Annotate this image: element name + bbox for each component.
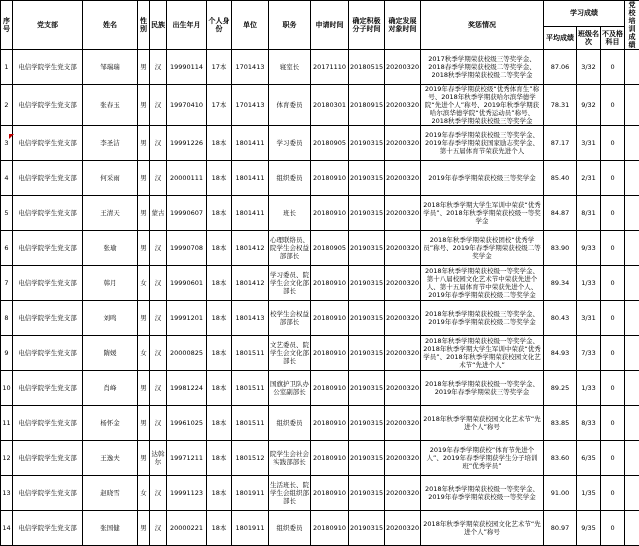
row-train — [625, 476, 639, 511]
row-apply-time: 20180910 — [311, 371, 349, 406]
row-confirm-dev: 20200320 — [385, 406, 421, 441]
header-post: 职务 — [269, 1, 311, 50]
row-unit: 1801412 — [232, 266, 269, 301]
row-rank: 1/33 — [577, 266, 601, 301]
row-post: 组织委员 — [269, 511, 311, 546]
row-apply-time: 20180301 — [311, 85, 349, 126]
row-confirm-dev: 20200320 — [385, 371, 421, 406]
row-identity: 18本 — [207, 406, 232, 441]
row-avg: 85.40 — [544, 161, 577, 196]
row-nation: 汉 — [150, 511, 167, 546]
row-birth: 19991226 — [167, 126, 207, 161]
table-row — [1, 50, 639, 85]
row-sex: 男 — [138, 231, 150, 266]
row-identity: 18本 — [207, 441, 232, 476]
row-train — [625, 266, 639, 301]
row-name: 隋媛 — [83, 336, 138, 371]
row-fail: 0 — [601, 406, 625, 441]
row-name: 邹瑞瑞 — [83, 50, 138, 85]
header-train: 党校培训成绩 — [625, 1, 639, 50]
row-apply-time: 20180910 — [311, 266, 349, 301]
table-row — [1, 406, 639, 441]
row-identity: 17本 — [207, 85, 232, 126]
row-apply-time: 20180910 — [311, 161, 349, 196]
row-confirm-activist: 20190315 — [349, 511, 385, 546]
row-birth: 19990607 — [167, 196, 207, 231]
table-row — [1, 161, 639, 196]
row-birth: 19970410 — [167, 85, 207, 126]
row-identity: 18本 — [207, 476, 232, 511]
row-post: 学习委员、院学生会文化部部长 — [269, 266, 311, 301]
row-dept: 电信学院学生党支部 — [13, 336, 83, 371]
row-train — [625, 511, 639, 546]
header-award: 奖惩情况 — [421, 1, 544, 50]
row-nation: 汉 — [150, 231, 167, 266]
row-no: 14 — [1, 511, 13, 546]
row-birth: 20000111 — [167, 161, 207, 196]
row-fail: 0 — [601, 231, 625, 266]
table-row — [1, 371, 639, 406]
row-avg: 80.97 — [544, 511, 577, 546]
row-sex: 男 — [138, 511, 150, 546]
header-confirm-activist: 确定积极分子时间 — [349, 1, 385, 50]
row-train — [625, 85, 639, 126]
row-confirm-dev: 20200320 — [385, 161, 421, 196]
row-award: 2017秋季学期荣获校级三等奖学金、2018春季学期荣获校级二等奖学金、2018秋季学期荣获校级二等奖学金 — [421, 50, 544, 85]
row-unit: 1801511 — [232, 336, 269, 371]
row-sex: 男 — [138, 301, 150, 336]
row-confirm-activist: 20190315 — [349, 126, 385, 161]
row-post: 校学生会权益部部长 — [269, 301, 311, 336]
row-confirm-activist: 20190315 — [349, 161, 385, 196]
row-fail: 0 — [601, 85, 625, 126]
row-unit: 1801411 — [232, 196, 269, 231]
row-avg: 84.87 — [544, 196, 577, 231]
row-unit: 1801511 — [232, 371, 269, 406]
row-avg: 89.34 — [544, 266, 577, 301]
row-confirm-activist: 20190315 — [349, 301, 385, 336]
header-birth: 出生年月 — [167, 1, 207, 50]
row-birth: 19991201 — [167, 301, 207, 336]
row-name: 张瑜 — [83, 231, 138, 266]
row-avg: 91.00 — [544, 476, 577, 511]
table-row — [1, 266, 639, 301]
row-no: 4 — [1, 161, 13, 196]
row-train — [625, 231, 639, 266]
row-dept: 电信学院学生党支部 — [13, 50, 83, 85]
row-confirm-activist: 20190315 — [349, 476, 385, 511]
row-apply-time: 20180905 — [311, 126, 349, 161]
row-birth: 19971211 — [167, 441, 207, 476]
row-nation: 汉 — [150, 406, 167, 441]
header-identity: 个人身份 — [207, 1, 232, 50]
row-no: 5 — [1, 196, 13, 231]
row-avg: 80.43 — [544, 301, 577, 336]
row-name: 赵晓雪 — [83, 476, 138, 511]
row-confirm-dev: 20200320 — [385, 50, 421, 85]
row-no: 9 — [1, 336, 13, 371]
row-post: 学习委员 — [269, 126, 311, 161]
row-identity: 18本 — [207, 266, 232, 301]
row-confirm-dev: 20200320 — [385, 85, 421, 126]
row-fail: 0 — [601, 476, 625, 511]
row-sex: 男 — [138, 441, 150, 476]
row-birth: 19990114 — [167, 50, 207, 85]
row-unit: 1801411 — [232, 126, 269, 161]
row-rank: 7/33 — [577, 336, 601, 371]
row-identity: 18本 — [207, 196, 232, 231]
row-fail: 0 — [601, 196, 625, 231]
row-avg: 87.17 — [544, 126, 577, 161]
row-award: 2019年春季学期获校级“优秀体育生”称号、2018年秋季学期获哈尔滨华德学院“先进个人”称号、2019年秋季学期获哈尔滨华德学院“优秀运动员”称号、2018秋季学期荣获校级三等奖学金 — [421, 85, 544, 126]
row-confirm-activist: 20190315 — [349, 266, 385, 301]
row-apply-time: 20180910 — [311, 196, 349, 231]
row-birth: 19990708 — [167, 231, 207, 266]
row-dept: 电信学院学生党支部 — [13, 266, 83, 301]
row-confirm-dev: 20200320 — [385, 231, 421, 266]
row-rank: 9/35 — [577, 511, 601, 546]
row-nation: 蒙古 — [150, 196, 167, 231]
row-rank: 6/35 — [577, 441, 601, 476]
row-confirm-activist: 20190315 — [349, 406, 385, 441]
row-dept: 电信学院学生党支部 — [13, 511, 83, 546]
row-confirm-dev: 20200320 — [385, 301, 421, 336]
row-sex: 男 — [138, 371, 150, 406]
row-rank: 9/33 — [577, 231, 601, 266]
row-unit: 1801511 — [232, 406, 269, 441]
row-post: 生活班长、院学生会组织部部长 — [269, 476, 311, 511]
row-no: 10 — [1, 371, 13, 406]
table-row — [1, 441, 639, 476]
row-unit: 1801911 — [232, 476, 269, 511]
row-confirm-activist: 20190315 — [349, 196, 385, 231]
row-sex: 男 — [138, 50, 150, 85]
row-fail: 0 — [601, 371, 625, 406]
row-train — [625, 126, 639, 161]
header-name: 姓名 — [83, 1, 138, 50]
row-name: 张国健 — [83, 511, 138, 546]
row-name: 王逸夫 — [83, 441, 138, 476]
header-rank: 班级名次 — [577, 26, 601, 49]
row-avg: 83.60 — [544, 441, 577, 476]
row-dept: 电信学院学生党支部 — [13, 301, 83, 336]
header-sex: 性别 — [138, 1, 150, 50]
row-fail: 0 — [601, 266, 625, 301]
row-birth: 19961025 — [167, 406, 207, 441]
row-rank: 2/31 — [577, 161, 601, 196]
row-no: 2 — [1, 85, 13, 126]
row-unit: 1801413 — [232, 301, 269, 336]
row-rank: 3/31 — [577, 126, 601, 161]
table-row — [1, 336, 639, 371]
row-sex: 女 — [138, 476, 150, 511]
row-identity: 18本 — [207, 231, 232, 266]
row-name: 刘鸣 — [83, 301, 138, 336]
row-apply-time: 20180910 — [311, 406, 349, 441]
header-fail: 不及格科目 — [601, 26, 625, 49]
row-post: 院学生会社会实践部部长 — [269, 441, 311, 476]
row-rank: 1/35 — [577, 476, 601, 511]
row-fail: 0 — [601, 161, 625, 196]
row-train — [625, 50, 639, 85]
row-nation: 汉 — [150, 50, 167, 85]
row-apply-time: 20180910 — [311, 336, 349, 371]
row-sex: 男 — [138, 85, 150, 126]
row-rank: 9/32 — [577, 85, 601, 126]
row-no: 12 — [1, 441, 13, 476]
table-row — [1, 126, 639, 161]
row-nation: 汉 — [150, 336, 167, 371]
row-avg: 87.06 — [544, 50, 577, 85]
row-dept: 电信学院学生党支部 — [13, 406, 83, 441]
row-nation: 达斡尔 — [150, 441, 167, 476]
row-avg: 89.25 — [544, 371, 577, 406]
row-fail: 0 — [601, 511, 625, 546]
row-identity: 18本 — [207, 301, 232, 336]
row-name: 韩月 — [83, 266, 138, 301]
row-sex: 男 — [138, 126, 150, 161]
row-unit: 1701413 — [232, 50, 269, 85]
row-birth: 19990601 — [167, 266, 207, 301]
row-post: 组织委员 — [269, 406, 311, 441]
row-rank: 1/33 — [577, 371, 601, 406]
row-unit: 1801411 — [232, 161, 269, 196]
row-award: 2018年秋季学期荣获校级一等奖学金、第十八届校园文化艺术节中荣获先进个人、第十五届体育节中荣获先进个人、2019年春季学期荣获校级二等奖学金 — [421, 266, 544, 301]
table-row — [1, 85, 639, 126]
row-post: 体育委员 — [269, 85, 311, 126]
row-identity: 18本 — [207, 161, 232, 196]
row-sex: 女 — [138, 266, 150, 301]
row-avg: 84.93 — [544, 336, 577, 371]
row-confirm-dev: 20200320 — [385, 476, 421, 511]
row-rank: 8/33 — [577, 406, 601, 441]
table-row — [1, 476, 639, 511]
row-train — [625, 161, 639, 196]
row-award: 2019年春季学期荣获校级三等奖学金、2019年春季学期荣获国家励志奖学金、第十五届体育节荣获先进个人 — [421, 126, 544, 161]
header-confirm-dev: 确定发展对象时间 — [385, 1, 421, 50]
row-avg: 78.31 — [544, 85, 577, 126]
row-birth: 19991123 — [167, 476, 207, 511]
row-apply-time: 20171110 — [311, 50, 349, 85]
row-dept: 电信学院学生党支部 — [13, 441, 83, 476]
row-name: 肖峰 — [83, 371, 138, 406]
header-row-top — [1, 1, 639, 27]
header-dept: 党支部 — [13, 1, 83, 50]
row-confirm-activist: 20180515 — [349, 50, 385, 85]
row-confirm-dev: 20200320 — [385, 511, 421, 546]
table-row — [1, 511, 639, 546]
row-confirm-dev: 20200320 — [385, 126, 421, 161]
row-identity: 18本 — [207, 126, 232, 161]
header-no: 序号 — [1, 1, 13, 50]
row-avg: 83.90 — [544, 231, 577, 266]
comment-marker — [9, 134, 14, 139]
row-fail: 0 — [601, 441, 625, 476]
row-nation: 汉 — [150, 476, 167, 511]
row-dept: 电信学院学生党支部 — [13, 371, 83, 406]
row-name: 杨怀金 — [83, 406, 138, 441]
row-award: 2018年秋季学期荣获校级一等奖学金、2018年秋季学期大学生军训中荣获“优秀学员”、2018年秋季学期荣获校园文化艺术节“先进个人” — [421, 336, 544, 371]
row-no: 3 — [1, 126, 13, 161]
row-fail: 0 — [601, 301, 625, 336]
row-sex: 男 — [138, 196, 150, 231]
row-nation: 汉 — [150, 301, 167, 336]
row-confirm-dev: 20200320 — [385, 336, 421, 371]
row-award: 2018年秋季学期荣获校园文化艺术节“先进个人”称号 — [421, 511, 544, 546]
row-post: 寝室长 — [269, 50, 311, 85]
row-unit: 1801512 — [232, 441, 269, 476]
row-rank: 3/32 — [577, 50, 601, 85]
row-unit: 1801412 — [232, 231, 269, 266]
row-confirm-activist: 20180915 — [349, 85, 385, 126]
row-name: 李圣洁 — [83, 126, 138, 161]
row-train — [625, 371, 639, 406]
row-unit: 1801911 — [232, 511, 269, 546]
header-avg: 平均成绩 — [544, 26, 577, 49]
row-dept: 电信学院学生党支部 — [13, 126, 83, 161]
row-confirm-activist: 20190315 — [349, 441, 385, 476]
row-train — [625, 441, 639, 476]
row-confirm-activist: 20190315 — [349, 231, 385, 266]
row-no: 6 — [1, 231, 13, 266]
row-post: 班长 — [269, 196, 311, 231]
row-nation: 汉 — [150, 126, 167, 161]
row-no: 1 — [1, 50, 13, 85]
row-unit: 1701413 — [232, 85, 269, 126]
row-identity: 18本 — [207, 371, 232, 406]
row-train — [625, 301, 639, 336]
row-post: 组织委员 — [269, 161, 311, 196]
row-birth: 20000221 — [167, 511, 207, 546]
row-post: 文艺委员、院学生会文化部部长 — [269, 336, 311, 371]
row-name: 何采雨 — [83, 161, 138, 196]
row-identity: 18本 — [207, 336, 232, 371]
row-apply-time: 20180910 — [311, 301, 349, 336]
row-identity: 17本 — [207, 50, 232, 85]
row-apply-time: 20180910 — [311, 476, 349, 511]
row-confirm-dev: 20200320 — [385, 441, 421, 476]
header-study: 学习成绩 — [544, 1, 625, 27]
row-award: 2019年春季学期获校“体育节先进个人”、2019年春季学期获学生分子培训班“优秀学员” — [421, 441, 544, 476]
row-name: 王清天 — [83, 196, 138, 231]
header-apply-time: 申请时间 — [311, 1, 349, 50]
row-train — [625, 336, 639, 371]
row-no: 7 — [1, 266, 13, 301]
row-nation: 汉 — [150, 161, 167, 196]
row-fail: 0 — [601, 50, 625, 85]
row-dept: 电信学院学生党支部 — [13, 476, 83, 511]
row-award: 2019年春季学期荣获校级三等奖学金 — [421, 161, 544, 196]
row-no: 8 — [1, 301, 13, 336]
row-sex: 女 — [138, 336, 150, 371]
row-confirm-activist: 20190315 — [349, 336, 385, 371]
row-sex: 男 — [138, 161, 150, 196]
row-identity: 18本 — [207, 511, 232, 546]
row-dept: 电信学院学生党支部 — [13, 85, 83, 126]
row-birth: 19981224 — [167, 371, 207, 406]
row-nation: 汉 — [150, 266, 167, 301]
row-post: 国旗护卫队办公室副部长 — [269, 371, 311, 406]
row-birth: 20000825 — [167, 336, 207, 371]
row-fail: 0 — [601, 126, 625, 161]
row-no: 13 — [1, 476, 13, 511]
row-dept: 电信学院学生党支部 — [13, 196, 83, 231]
row-post: 心理联络员、院学生会权益部部长 — [269, 231, 311, 266]
row-award: 2018年秋季学期荣获校团校“优秀学员”称号、2019年春季学期荣获校级二等奖学金 — [421, 231, 544, 266]
row-name: 张春玉 — [83, 85, 138, 126]
row-no: 11 — [1, 406, 13, 441]
table-row — [1, 196, 639, 231]
table-body — [1, 50, 639, 546]
row-rank: 8/31 — [577, 196, 601, 231]
row-train — [625, 406, 639, 441]
row-confirm-dev: 20200320 — [385, 196, 421, 231]
row-avg: 83.85 — [544, 406, 577, 441]
row-award: 2018年秋季学期荣获校级一等奖学金、2019年春季学期荣获三等奖学金 — [421, 371, 544, 406]
row-award: 2018年秋季学期荣获校级三等奖学金、2019年春季学期荣获校级二等奖学金 — [421, 301, 544, 336]
table-row — [1, 301, 639, 336]
table-row — [1, 231, 639, 266]
row-apply-time: 20180905 — [311, 231, 349, 266]
row-nation: 汉 — [150, 371, 167, 406]
row-rank: 3/31 — [577, 301, 601, 336]
row-apply-time: 20180910 — [311, 441, 349, 476]
header-nation: 民族 — [150, 1, 167, 50]
row-confirm-dev: 20200320 — [385, 266, 421, 301]
row-award: 2018年秋季学期荣获校级一等奖学金、2019年春季学期荣获校级一等奖学金 — [421, 476, 544, 511]
row-fail: 0 — [601, 336, 625, 371]
row-apply-time: 20180910 — [311, 511, 349, 546]
row-confirm-activist: 20190315 — [349, 371, 385, 406]
row-award: 2018年秋季学期大学生军训中荣获“优秀学员”、2018年秋季学期荣获校级一等奖学金 — [421, 196, 544, 231]
row-dept: 电信学院学生党支部 — [13, 231, 83, 266]
row-award: 2018年秋季学期荣获校园文化艺术节“先进个人”称号 — [421, 406, 544, 441]
header-unit: 单位 — [232, 1, 269, 50]
row-sex: 男 — [138, 406, 150, 441]
row-dept: 电信学院学生党支部 — [13, 161, 83, 196]
row-train — [625, 196, 639, 231]
row-nation: 汉 — [150, 85, 167, 126]
